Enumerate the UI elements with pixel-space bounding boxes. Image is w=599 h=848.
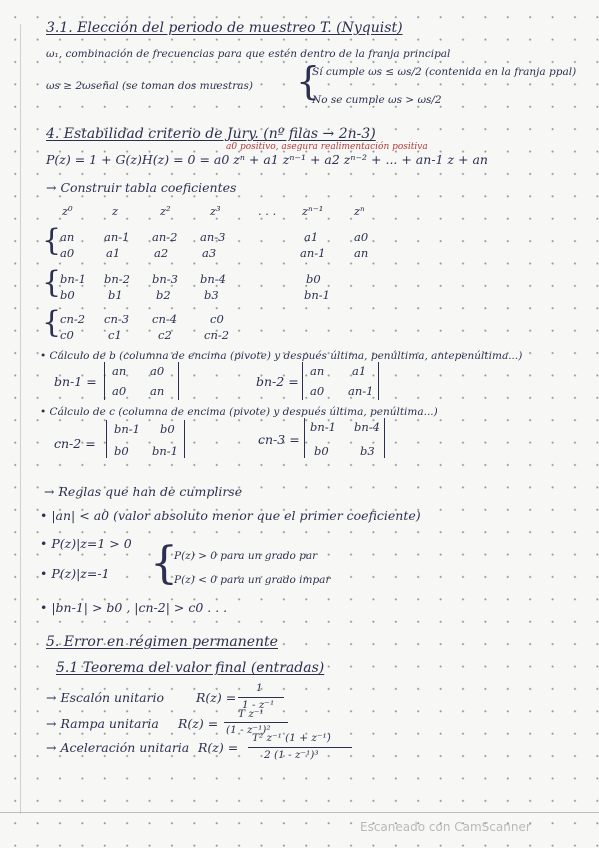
a1-c4: a1	[304, 230, 319, 244]
hdr-z3: z³	[210, 204, 221, 218]
cn2-m11: bn-1	[152, 444, 178, 458]
b1-c4: b0	[306, 272, 321, 286]
a2-c2: a2	[154, 246, 169, 260]
hdr-zn: zⁿ	[354, 204, 365, 218]
b1-c2: bn-3	[152, 272, 178, 286]
hdr-z2: z²	[160, 204, 171, 218]
rule-3: • P(z)|z=-1	[40, 566, 110, 581]
section-4-title: 4. Estabilidad criterio de Jury. (nº filas → 2n-3)	[46, 126, 376, 142]
c2-c2: c2	[158, 328, 172, 342]
bn2-m11: an-1	[348, 384, 374, 398]
cn2-m10: b0	[114, 444, 129, 458]
nyquist-case-yes: Sí cumple ωs ≤ ωs/2 (contenida en la franja ppal)	[312, 66, 577, 78]
bn2-lhs: bn-2 =	[256, 374, 299, 389]
nyquist-case-no: No se cumple ωs > ωs/2	[312, 94, 442, 106]
det-bar	[106, 420, 107, 458]
brace-c: {	[42, 305, 62, 340]
cn3-m01: bn-4	[354, 420, 380, 434]
nyquist-brace: {	[296, 59, 321, 103]
hdr-zn1: zⁿ⁻¹	[302, 204, 324, 218]
bn1-m11: an	[150, 384, 165, 398]
bn1-m01: a0	[150, 364, 165, 378]
det-bar	[304, 418, 305, 458]
rule-2: • P(z)|z=1 > 0	[40, 536, 132, 551]
cn3-lhs: cn-3 =	[258, 432, 300, 447]
nyquist-line-2: ωs ≥ 2ωseñal (se toman dos muestras)	[46, 80, 253, 92]
c2-c1: c1	[108, 328, 122, 342]
b2-c1: b1	[108, 288, 123, 302]
cn3-m11: b3	[360, 444, 375, 458]
step-lhs: R(z) =	[196, 690, 237, 705]
cn3-m00: bn-1	[310, 420, 336, 434]
step-den: 1 - z⁻¹	[242, 699, 275, 711]
bn2-m01: a1	[352, 364, 367, 378]
b2-c0: b0	[60, 288, 75, 302]
calc-b-title: • Cálculo de b (columna de encima (pivote) y después última, penúltima, antepenúltima...)	[40, 350, 523, 362]
a1-c0: an	[60, 230, 75, 244]
fraction-bar	[248, 747, 352, 748]
cn2-m01: b0	[160, 422, 175, 436]
calc-c-title: • Cálculo de c (columna de encima (pivote) y después última, penúltima...)	[40, 406, 438, 418]
bn2-m00: an	[310, 364, 325, 378]
bn2-m10: a0	[310, 384, 325, 398]
rule3-brace: {	[150, 538, 178, 589]
bn1-m00: an	[112, 364, 127, 378]
acc-num: T² z⁻¹ (1 + z⁻¹)	[252, 732, 331, 744]
brace-a: {	[42, 223, 62, 258]
c1-c3: c0	[210, 312, 224, 326]
det-bar	[302, 362, 303, 400]
rule-3b: P(z) < 0 para un grado impar	[174, 574, 331, 586]
c2-c3: cn-2	[204, 328, 230, 342]
b2-c3: b3	[204, 288, 219, 302]
b1-c0: bn-1	[60, 272, 86, 286]
a1-c2: an-2	[152, 230, 178, 244]
section-5-1-title: 5.1 Teorema del valor final (entradas)	[56, 660, 325, 676]
hdr-z1: z	[112, 204, 119, 218]
c1-c0: cn-2	[60, 312, 86, 326]
fraction-bar	[238, 697, 284, 698]
det-bar	[378, 362, 379, 400]
section-3-1-title: 3.1. Elección del periodo de muestreo T. (Nyquist)	[46, 20, 403, 36]
cn2-lhs: cn-2 =	[54, 436, 96, 451]
b1-c3: bn-4	[200, 272, 226, 286]
a2-c3: a3	[202, 246, 217, 260]
a2-c0: a0	[60, 246, 75, 260]
det-bar	[184, 420, 185, 458]
rule-4: • |bn-1| > b0 , |cn-2| > c0 . . .	[40, 600, 228, 615]
cn2-m00: bn-1	[114, 422, 140, 436]
bn1-m10: a0	[112, 384, 127, 398]
nyquist-line-1: ω₁, combinación de frecuencias para que estén dentro de la franja principal	[46, 48, 451, 60]
a1-c1: an-1	[104, 230, 130, 244]
section-5-title: 5. Error en régimen permanente	[46, 634, 278, 650]
acc-label: → Aceleración unitaria	[46, 740, 190, 755]
step-num: 1	[256, 682, 263, 694]
hdr-z0: z⁰	[62, 204, 73, 218]
a2-c4: an-1	[300, 246, 326, 260]
b2-c2: b2	[156, 288, 171, 302]
hdr-dots: . . .	[258, 204, 277, 218]
c1-c2: cn-4	[152, 312, 178, 326]
bn1-lhs: bn-1 =	[54, 374, 97, 389]
b1-c1: bn-2	[104, 272, 130, 286]
step-label: → Escalón unitario	[46, 690, 165, 705]
ramp-lhs: R(z) =	[178, 716, 219, 731]
rule-3a: P(z) > 0 para un grado par	[174, 550, 318, 562]
a2-c5: an	[354, 246, 369, 260]
det-bar	[104, 362, 105, 400]
ramp-label: → Rampa unitaria	[46, 716, 159, 731]
rule-1: • |an| < a0 (valor absoluto menor que el primer coeficiente)	[40, 508, 421, 523]
det-bar	[384, 418, 385, 458]
acc-den: 2 (1 - z⁻¹)³	[264, 749, 319, 761]
a2-c1: a1	[106, 246, 121, 260]
ramp-num: T z⁻¹	[238, 708, 264, 720]
a1-c3: an-3	[200, 230, 226, 244]
c1-c1: cn-3	[104, 312, 130, 326]
brace-b: {	[42, 265, 62, 300]
det-bar	[178, 362, 179, 400]
b2-c4: bn-1	[304, 288, 330, 302]
cn3-m10: b0	[314, 444, 329, 458]
rules-title: → Reglas que han de cumplirse	[44, 484, 243, 499]
scanner-watermark: Escaneado con CamScanner	[360, 820, 531, 834]
acc-lhs: R(z) =	[198, 740, 239, 755]
c2-c0: c0	[60, 328, 74, 342]
a1-c5: a0	[354, 230, 369, 244]
table-title: → Construir tabla coeficientes	[46, 180, 237, 195]
page-edge-line	[20, 24, 21, 814]
characteristic-equation: P(z) = 1 + G(z)H(z) = 0 = a0 zⁿ + a1 zⁿ⁻¹ + a2 zⁿ⁻² + ... + an-1 z + an	[46, 152, 488, 167]
ramp-den: (1 - z⁻¹)²	[226, 724, 271, 736]
a0-note: a0 positivo, asegura realimentación positiva	[226, 142, 428, 152]
fraction-bar	[224, 722, 288, 723]
page-bottom-line	[0, 812, 599, 813]
